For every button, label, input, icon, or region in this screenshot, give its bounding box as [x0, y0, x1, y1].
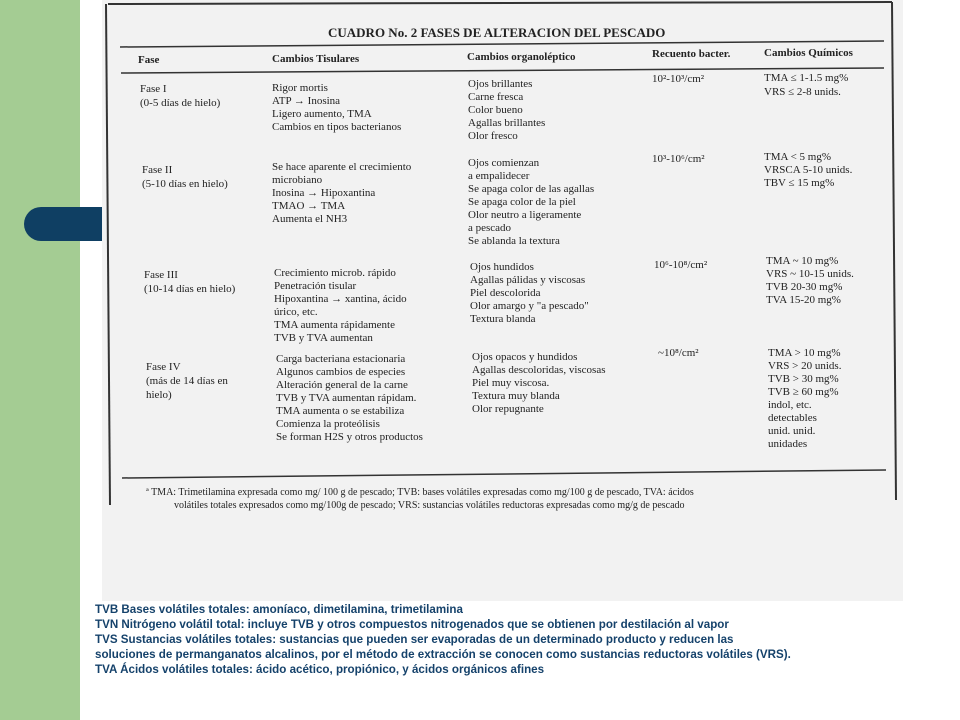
- phase-label: (5-10 días en hielo): [142, 178, 228, 190]
- tissue-change: úrico, etc.: [274, 306, 318, 318]
- bacterial-count: 10²-10³/cm²: [652, 73, 705, 85]
- organoleptic-change: Agallas brillantes: [468, 117, 546, 129]
- tissue-change: TVB y TVA aumentan rápidam.: [276, 392, 417, 404]
- table-svg: [102, 0, 903, 601]
- chemical-change: VRSCA 5-10 unids.: [764, 164, 853, 176]
- organoleptic-change: Ojos hundidos: [470, 261, 534, 273]
- phase-label: (más de 14 días en: [146, 375, 228, 387]
- chemical-change: TVB ≥ 60 mg%: [768, 386, 839, 398]
- chemical-change: TMA > 10 mg%: [768, 347, 841, 359]
- chemical-change: TBV ≤ 15 mg%: [764, 177, 835, 189]
- organoleptic-change: Ojos comienzan: [468, 157, 540, 169]
- phase-label: (0-5 días de hielo): [140, 97, 221, 109]
- phase-label: Fase III: [144, 269, 178, 281]
- bacterial-count: 10⁶-10⁸/cm²: [654, 259, 708, 271]
- tissue-change: Crecimiento microb. rápido: [274, 267, 396, 279]
- chemical-change: TMA < 5 mg%: [764, 151, 832, 163]
- tissue-change: TVB y TVA aumentan: [274, 332, 373, 344]
- tissue-change: Algunos cambios de especies: [276, 366, 406, 378]
- chemical-change: VRS ~ 10-15 unids.: [766, 268, 854, 280]
- bacterial-count: ~10⁸/cm²: [658, 347, 699, 359]
- tissue-change: Cambios en tipos bacterianos: [272, 121, 402, 133]
- tissue-change: TMAO → TMA: [272, 200, 346, 212]
- chemical-change: TMA ≤ 1-1.5 mg%: [764, 72, 849, 84]
- table-footnote: ª TMA: Trimetilamina expresada como mg/ 100 g de pescado; TVB: bases volátiles expresadas como mg/100 g de pescado, TVA: ácidos: [146, 487, 694, 498]
- chemical-change: TVB > 30 mg%: [768, 373, 839, 385]
- table-bottom-rule: [122, 470, 886, 478]
- table-footnote: volátiles totales expresados como mg/100g de pescado; VRS: sustancias volátiles reductoras expresadas como mg/g de pescado: [174, 500, 685, 511]
- phase-label: hielo): [146, 389, 172, 401]
- left-green-band: [0, 0, 80, 720]
- chemical-change: TVB 20-30 mg%: [766, 281, 843, 293]
- tissue-change: microbiano: [272, 174, 323, 186]
- header-tissue: Cambios Tisulares: [272, 53, 360, 65]
- table-title: CUADRO No. 2 FASES DE ALTERACION DEL PESCADO: [328, 25, 666, 40]
- tissue-change: Hipoxantina → xantina, ácido: [274, 293, 407, 305]
- chemical-change: unidades: [768, 438, 808, 450]
- phase-label: (10-14 días en hielo): [144, 283, 236, 295]
- frame-line: [108, 2, 892, 4]
- header-bacterial: Recuento bacter.: [652, 48, 731, 60]
- phase-label: Fase II: [142, 164, 173, 176]
- phase-label: Fase IV: [146, 361, 181, 373]
- organoleptic-change: Se ablanda la textura: [468, 235, 560, 247]
- tissue-change: Aumenta el NH3: [272, 213, 348, 225]
- organoleptic-change: a empalidecer: [468, 170, 530, 182]
- frame-line: [892, 2, 896, 500]
- phase-label: Fase I: [140, 83, 167, 95]
- tissue-change: ATP → Inosina: [272, 95, 341, 107]
- frame-line: [106, 4, 110, 505]
- caption-tvs-cont: soluciones de permanganatos alcalinos, por el método de extracción se conocen como sustancias reductoras volátiles (VRS).: [95, 648, 791, 661]
- organoleptic-change: Piel muy viscosa.: [472, 377, 550, 389]
- organoleptic-change: Olor neutro a ligeramente: [468, 209, 582, 221]
- organoleptic-change: Textura muy blanda: [472, 390, 560, 402]
- tissue-change: Alteración general de la carne: [276, 379, 408, 391]
- header-chemical: Cambios Químicos: [764, 47, 853, 59]
- organoleptic-change: Se apaga color de las agallas: [468, 183, 595, 195]
- caption-tvn: TVN Nitrógeno volátil total: incluye TVB y otros compuestos nitrogenados que se obtienen por destilación al vapor: [95, 618, 729, 631]
- caption-tvb: TVB Bases volátiles totales: amoníaco, dimetilamina, trimetilamina: [95, 603, 463, 616]
- organoleptic-change: Olor repugnante: [472, 403, 544, 415]
- organoleptic-change: Color bueno: [468, 104, 523, 116]
- tissue-change: TMA aumenta rápidamente: [274, 319, 395, 331]
- chemical-change: unid. unid.: [768, 425, 816, 437]
- organoleptic-change: Carne fresca: [468, 91, 524, 103]
- caption-block: [95, 602, 915, 677]
- organoleptic-change: Olor fresco: [468, 130, 518, 142]
- organoleptic-change: Olor amargo y "a pescado": [470, 300, 589, 312]
- caption-tvs: TVS Sustancias volátiles totales: sustancias que pueden ser evaporadas de un determinado producto y reducen las: [95, 633, 734, 646]
- chemical-change: VRS ≤ 2-8 unids.: [764, 86, 841, 98]
- header-organoleptic: Cambios organoléptico: [467, 51, 576, 63]
- chemical-change: VRS > 20 unids.: [768, 360, 842, 372]
- organoleptic-change: Ojos opacos y hundidos: [472, 351, 578, 363]
- tissue-change: Penetración tisular: [274, 280, 357, 292]
- organoleptic-change: Ojos brillantes: [468, 78, 533, 90]
- tissue-change: TMA aumenta o se estabiliza: [276, 405, 405, 417]
- organoleptic-change: Agallas pálidas y viscosas: [470, 274, 586, 286]
- organoleptic-change: Textura blanda: [470, 313, 536, 325]
- tissue-change: Comienza la proteólisis: [276, 418, 380, 430]
- chemical-change: TMA ~ 10 mg%: [766, 255, 839, 267]
- caption-tva: TVA Ácidos volátiles totales: ácido acético, propiónico, y ácidos orgánicos afines: [95, 663, 545, 676]
- organoleptic-change: Se apaga color de la piel: [468, 196, 576, 208]
- scanned-table-image: [102, 0, 903, 601]
- chemical-change: TVA 15-20 mg%: [766, 294, 841, 306]
- tissue-change: Inosina → Hipoxantina: [272, 187, 376, 199]
- organoleptic-change: Agallas descoloridas, viscosas: [472, 364, 606, 376]
- organoleptic-change: a pescado: [468, 222, 512, 234]
- tissue-change: Ligero aumento, TMA: [272, 108, 372, 120]
- chemical-change: indol, etc.: [768, 399, 812, 411]
- chemical-change: detectables: [768, 412, 817, 424]
- bacterial-count: 10³-10⁶/cm²: [652, 153, 705, 165]
- tissue-change: Carga bacteriana estacionaria: [276, 353, 406, 365]
- header-phase: Fase: [138, 54, 160, 66]
- tissue-change: Se hace aparente el crecimiento: [272, 161, 412, 173]
- tissue-change: Rigor mortis: [272, 82, 328, 94]
- organoleptic-change: Piel descolorida: [470, 287, 541, 299]
- tissue-change: Se forman H2S y otros productos: [276, 431, 423, 443]
